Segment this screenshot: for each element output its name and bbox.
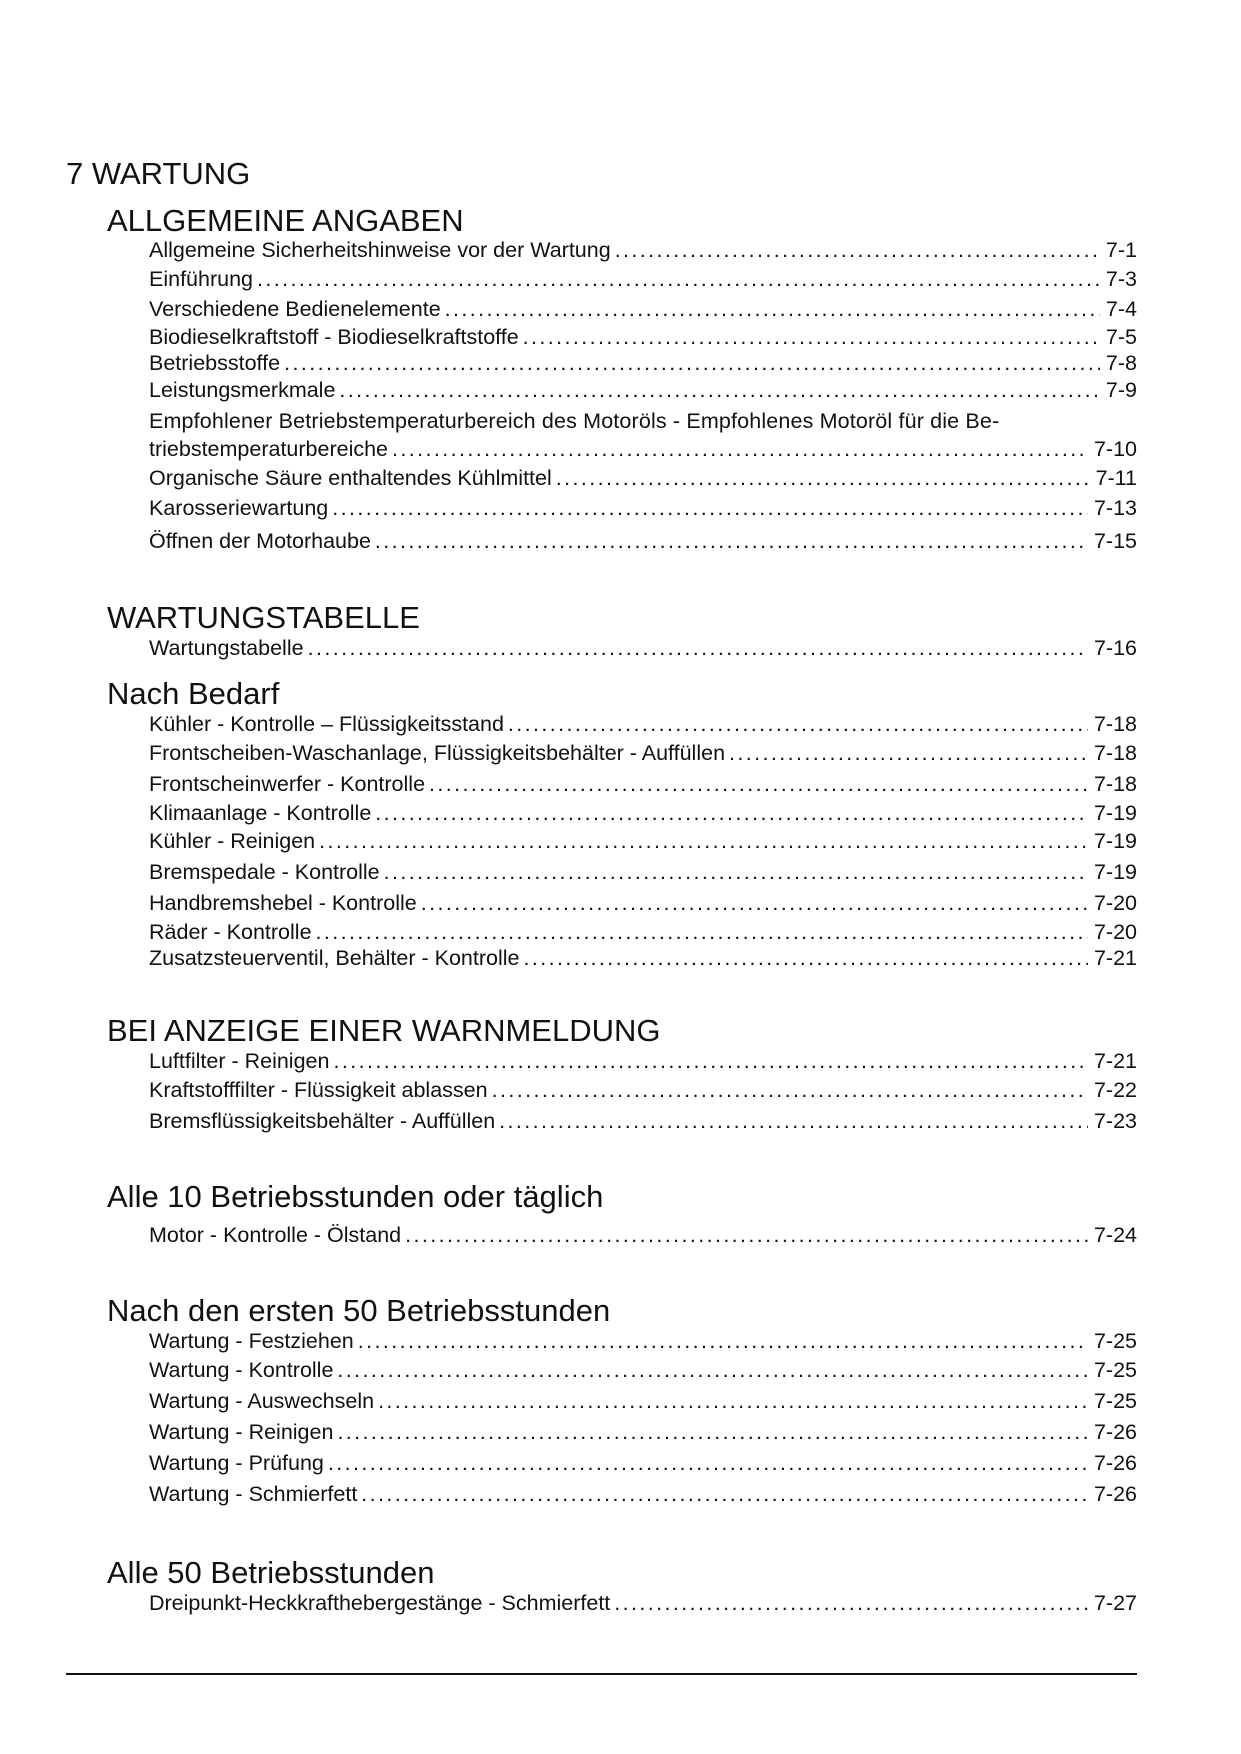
toc-entry[interactable] <box>149 1047 1137 1075</box>
toc-entry[interactable] <box>149 1221 1137 1249</box>
toc-entry-label: Bremsflüssigkeitsbehälter - Auffüllen <box>149 1109 496 1133</box>
dot-leader <box>384 857 1088 888</box>
section-title: Nach den ersten 50 Betriebsstunden <box>107 1293 611 1328</box>
dot-leader <box>614 1589 1088 1617</box>
toc-entry[interactable] <box>149 1386 1137 1417</box>
toc-entry-label: Leistungsmerkmale <box>149 378 336 402</box>
section-title: ALLGEMEINE ANGABEN <box>107 203 464 238</box>
dot-leader <box>508 710 1088 738</box>
toc-entry-page: 7-21 <box>1093 1049 1137 1073</box>
dot-leader <box>615 237 1100 264</box>
toc-entry-label: Karosseriewartung <box>149 496 329 520</box>
toc-entry[interactable] <box>149 857 1137 888</box>
toc-entry[interactable] <box>149 826 1137 857</box>
toc-entry-page: 7-19 <box>1093 801 1137 825</box>
toc-entry[interactable] <box>149 769 1137 800</box>
toc-entry[interactable] <box>149 350 1137 377</box>
toc-entry-page: 7-18 <box>1093 772 1137 796</box>
dot-leader <box>492 1075 1088 1106</box>
dot-leader <box>429 769 1088 800</box>
toc-entry[interactable] <box>149 800 1137 826</box>
toc-entry-page: 7-20 <box>1093 891 1137 915</box>
toc-entry-label: Kühler - Kontrolle – Flüssigkeitsstand <box>149 712 504 736</box>
toc-section-alle-10-betriebsstunden <box>107 1181 1137 1249</box>
toc-entry-list <box>149 1589 1137 1617</box>
dot-leader <box>337 1417 1088 1448</box>
dot-leader <box>523 324 1100 350</box>
dot-leader <box>333 1047 1088 1075</box>
toc-entry-label: Organische Säure enthaltendes Kühlmittel <box>149 466 552 490</box>
toc-entry-label: Wartung - Schmierfett <box>149 1482 358 1506</box>
toc-entry-label: Dreipunkt-Heckkrafthebergestänge - Schmierfett <box>149 1591 611 1615</box>
dot-leader <box>375 523 1088 559</box>
toc-entry-label: Einführung <box>149 267 253 291</box>
chapter-title: 7 WARTUNG <box>66 156 251 191</box>
toc-section-wartungstabelle <box>107 602 1137 662</box>
toc-entry-label-line1: Empfohlener Betriebstemperaturbereich des Motoröls - Empfohlenes Motoröl für die Be- <box>149 409 1000 433</box>
toc-entry-page: 7-21 <box>1093 946 1137 970</box>
dot-leader <box>257 264 1100 294</box>
toc-entry[interactable] <box>149 888 1137 919</box>
toc-entry-page: 7-15 <box>1093 529 1137 553</box>
toc-entry-label: triebstemperaturbereiche <box>149 437 389 461</box>
toc-entry[interactable] <box>149 1327 1137 1355</box>
dot-leader <box>308 634 1088 662</box>
toc-entry-label: Wartung - Auswechseln <box>149 1389 375 1413</box>
toc-entry-list <box>149 1221 1137 1249</box>
toc-entry[interactable] <box>149 634 1137 662</box>
toc-entry[interactable] <box>149 919 1137 945</box>
toc-section-ersten-50-betriebsstunden <box>107 1295 1137 1510</box>
toc-entry-page: 7-26 <box>1093 1482 1137 1506</box>
toc-entry-label: Wartung - Kontrolle <box>149 1358 334 1382</box>
dot-leader <box>316 919 1088 945</box>
dot-leader <box>445 294 1100 324</box>
dot-leader <box>729 738 1088 769</box>
toc-entry-page: 7-25 <box>1093 1358 1137 1382</box>
toc-entry-label: Wartung - Festziehen <box>149 1329 354 1353</box>
section-title: Alle 50 Betriebsstunden <box>107 1555 435 1590</box>
toc-section-warnmeldung <box>107 1015 1137 1137</box>
toc-entry[interactable] <box>149 294 1137 324</box>
toc-entry[interactable] <box>149 406 1137 463</box>
dot-leader <box>361 1479 1088 1510</box>
dot-leader <box>328 1448 1088 1479</box>
dot-leader <box>523 945 1087 972</box>
toc-entry-page: 7-13 <box>1093 496 1137 520</box>
toc-entry-label: Klimaanlage - Kontrolle <box>149 801 372 825</box>
toc-entry-label: Frontscheiben-Waschanlage, Flüssigkeitsbehälter - Auffüllen <box>149 741 726 765</box>
toc-entry-page: 7-26 <box>1093 1420 1137 1444</box>
section-title: BEI ANZEIGE EINER WARNMELDUNG <box>107 1013 661 1048</box>
toc-entry[interactable] <box>149 463 1137 493</box>
toc-entry-label: Verschiedene Bedienelemente <box>149 297 441 321</box>
toc-entry-label: Luftfilter - Reinigen <box>149 1049 330 1073</box>
dot-leader <box>332 493 1088 523</box>
toc-entry-page: 7-16 <box>1093 636 1137 660</box>
toc-entry[interactable] <box>149 1448 1137 1479</box>
dot-leader <box>378 1386 1088 1417</box>
dot-leader <box>337 1355 1088 1386</box>
toc-entry-page: 7-5 <box>1105 325 1137 349</box>
dot-leader <box>375 800 1088 826</box>
toc-entry-label: Allgemeine Sicherheitshinweise vor der Wartung <box>149 238 611 262</box>
toc-entry-label: Wartung - Prüfung <box>149 1451 324 1475</box>
toc-entry[interactable] <box>149 1075 1137 1106</box>
toc-entry-label: Biodieselkraftstoff - Biodieselkraftstoffe <box>149 325 519 349</box>
dot-leader <box>405 1221 1088 1249</box>
toc-entry-label: Motor - Kontrolle - Ölstand <box>149 1223 402 1247</box>
toc-entry-page: 7-24 <box>1093 1223 1137 1247</box>
toc-entry[interactable] <box>149 523 1137 559</box>
section-title: Alle 10 Betriebsstunden oder täglich <box>107 1179 604 1214</box>
toc-entry-label: Zusatzsteuerventil, Behälter - Kontrolle <box>149 946 520 970</box>
toc-entry-list <box>149 1327 1137 1510</box>
toc-entry-label: Bremspedale - Kontrolle <box>149 860 380 884</box>
toc-entry[interactable] <box>149 945 1137 972</box>
toc-entry-page: 7-18 <box>1093 712 1137 736</box>
toc-entry[interactable] <box>149 1355 1137 1386</box>
toc-entry-label: Wartungstabelle <box>149 636 304 660</box>
toc-entry-page: 7-10 <box>1093 437 1137 461</box>
dot-leader <box>339 377 1100 403</box>
dot-leader <box>556 463 1090 493</box>
section-title: Nach Bedarf <box>107 676 280 711</box>
dot-leader <box>358 1327 1088 1355</box>
dot-leader <box>284 350 1100 377</box>
toc-entry-page: 7-3 <box>1105 267 1137 291</box>
toc-entry-label: Kühler - Reinigen <box>149 829 316 853</box>
toc-entry-page: 7-27 <box>1093 1591 1137 1615</box>
toc-entry[interactable] <box>149 710 1137 738</box>
toc-entry-page: 7-4 <box>1105 297 1137 321</box>
toc-entry[interactable] <box>149 1106 1137 1137</box>
toc-entry-label: Öffnen der Motorhaube <box>149 529 371 553</box>
toc-entry[interactable] <box>149 324 1137 350</box>
toc-entry-page: 7-8 <box>1105 351 1137 375</box>
toc-entry[interactable] <box>149 1589 1137 1617</box>
toc-entry[interactable] <box>149 493 1137 523</box>
toc-entry-page: 7-19 <box>1093 829 1137 853</box>
toc-entry-page: 7-23 <box>1093 1109 1137 1133</box>
toc-entry-list <box>149 634 1137 662</box>
toc-entry-page: 7-25 <box>1093 1389 1137 1413</box>
toc-entry[interactable] <box>149 264 1137 294</box>
bottom-rule <box>66 1673 1137 1675</box>
toc-entry-line2 <box>149 436 1137 463</box>
toc-entry[interactable] <box>149 237 1137 264</box>
toc-entry-list <box>149 710 1137 972</box>
toc-entry[interactable] <box>149 738 1137 769</box>
toc-entry-page: 7-26 <box>1093 1451 1137 1475</box>
toc-entry-label: Kraftstofffilter - Flüssigkeit ablassen <box>149 1078 488 1102</box>
toc-section-nach-bedarf <box>107 678 1137 972</box>
toc-entry[interactable] <box>149 377 1137 403</box>
toc-entry-page: 7-18 <box>1093 741 1137 765</box>
toc-entry-label: Wartung - Reinigen <box>149 1420 334 1444</box>
toc-entry-page: 7-9 <box>1105 378 1137 402</box>
toc-entry-list <box>149 237 1137 559</box>
toc-entry-page: 7-25 <box>1093 1329 1137 1353</box>
dot-leader <box>392 436 1088 463</box>
dot-leader <box>421 888 1088 919</box>
toc-entry-label: Betriebsstoffe <box>149 351 281 375</box>
toc-entry-page: 7-11 <box>1095 466 1137 490</box>
dot-leader <box>499 1106 1088 1137</box>
toc-section-alle-50-betriebsstunden <box>107 1557 1137 1617</box>
toc-entry-page: 7-1 <box>1105 238 1137 262</box>
dot-leader <box>319 826 1088 857</box>
toc-entry-page: 7-20 <box>1093 920 1137 944</box>
toc-entry-page: 7-19 <box>1093 860 1137 884</box>
toc-entry-label: Räder - Kontrolle <box>149 920 312 944</box>
toc-entry-label: Handbremshebel - Kontrolle <box>149 891 417 915</box>
toc-entry-label: Frontscheinwerfer - Kontrolle <box>149 772 426 796</box>
toc-entry[interactable] <box>149 1417 1137 1448</box>
toc-entry-list <box>149 1047 1137 1137</box>
toc-section-allgemeine-angaben <box>107 205 1137 559</box>
toc-entry[interactable] <box>149 1479 1137 1510</box>
toc-entry-page: 7-22 <box>1093 1078 1137 1102</box>
section-title: WARTUNGSTABELLE <box>107 600 420 635</box>
